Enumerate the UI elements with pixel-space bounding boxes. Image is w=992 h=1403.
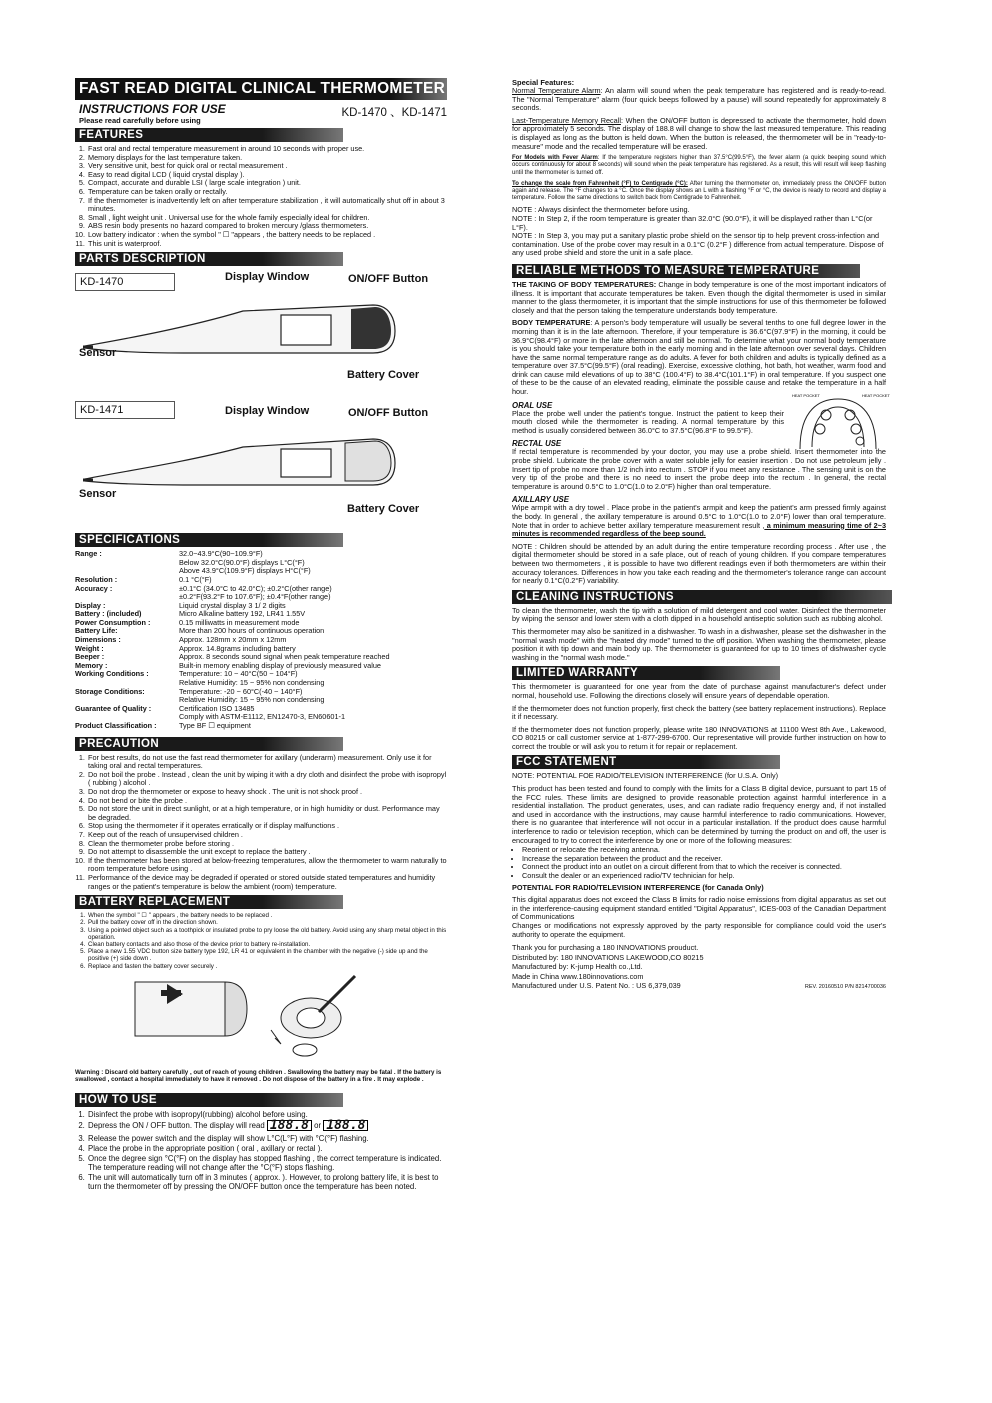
feature-item: 5. Compact, accurate and durable LSI ( large scale integration ) unit. [87, 179, 447, 188]
axillary-bold: a minimum measuring time of 2~3 minutes is recommended regardless of the beep sound. [512, 520, 886, 539]
how-to-step-2 [87, 1117, 447, 1133]
battery-step: 3. Using a pointed object such as a toothpick or insulated probe to pry loose the old battery. Avoid using any sharp metal object in this operation. [87, 927, 447, 941]
special-features-heading: Special Features: [512, 78, 575, 87]
reliable-heading: RELIABLE METHODS TO MEASURE TEMPERATURE [512, 264, 860, 278]
model-label-1470: KD-1470 [75, 273, 175, 291]
feature-item: 7. If the thermometer is inadvertently left on after temperature stabilization , it will automatically shut off in about 3 minutes. [87, 197, 447, 214]
warranty-heading: LIMITED WARRANTY [512, 666, 780, 680]
fcc-bullet-list [512, 846, 886, 880]
fcc-note: NOTE: POTENTIAL FOE RADIO/TELEVISION INTERFERENCE (for U.S.A. Only) [512, 771, 779, 781]
spec-value: Comply with ASTM-E1112, EN12470-3, EN60601-1 [179, 712, 346, 722]
spec-value: Above 43.9°C(109.9°F) displays H°C(°F) [179, 566, 311, 576]
oral-section [512, 392, 890, 436]
precaution-item: 3. Do not drop the thermometer or expose to heavy shock . The unit is not shock proof . [87, 788, 447, 797]
battery-step: 6. Replace and fasten the battery cover securely . [87, 963, 447, 970]
read-carefully-note: Please read carefully before using [79, 116, 201, 125]
how-to-step: 6. The unit will automatically turn off in 3 minutes ( approx. ). However, to prolong battery life, it is best to turn the thermometer off by pressing the ON/OFF button once the temperature has been noted. [87, 1173, 447, 1192]
precaution-item: 6. Stop using the thermometer if it operates erratically or if display malfunctions . [87, 822, 447, 831]
how-to-step-2-text: Depress the ON / OFF button. The display will read [88, 1120, 265, 1130]
spec-value: Approx. 14.8grams including battery [179, 643, 296, 653]
parts-heading: PARTS DESCRIPTION [75, 252, 343, 266]
spec-key: Power Consumption : [75, 617, 151, 627]
how-to-step-1: 1. Disinfect the probe with isopropyl(rubbing) alcohol before using. [87, 1110, 447, 1120]
spec-key: Battery : (included) [75, 609, 142, 619]
cleaning-heading: CLEANING INSTRUCTIONS [512, 590, 892, 604]
thermometer-kd1470-illustration [83, 291, 398, 361]
spec-value: ±0.2°F(93.2°F to 107.6°F); ±0.4°F(other range) [179, 592, 331, 602]
feature-item: 2. Memory displays for the last temperature taken. [87, 154, 447, 163]
special-notes [512, 206, 886, 258]
fcc-bullet: • Connect the product into an outlet on a circuit different from that to which the receiver is connected. [522, 863, 886, 872]
battery-warning: Warning : Discard old battery carefully , out of reach of young children . Swallowing the battery may be fatal . If the battery is swallowed , contact a hospital immediately to have it removed . Do not dispose of the battery in a fire . It may explode . [75, 1068, 442, 1083]
warranty-p3: If the thermometer does not function properly, please write 180 INNOVATIONS at 11100 West 8th Ave., Lakewood, CO 80215 or call customer service at 1-877-299-6700. Our representative will provide further instruction on how to correct the trouble or will ask you to return it for repair or replacement. [512, 724, 886, 751]
spec-key: Display : [75, 600, 106, 610]
spec-key: Dimensions : [75, 635, 121, 645]
spec-value: 0.15 milliwatts in measurement mode [179, 617, 300, 627]
normal-temp-alarm [512, 87, 886, 113]
precaution-item: 5. Do not store the unit in direct sunlight, or at a high temperature, or in high humidity or dust. Performance may be degraded. [87, 805, 447, 822]
patent-row [512, 981, 886, 991]
fcc-heading: FCC STATEMENT [512, 755, 780, 769]
spec-value: Approx. 8 seconds sound signal when peak temperature reached [179, 652, 390, 662]
special-note: NOTE : In Step 3, you may put a sanitary plastic probe shield on the sensor tip to help prevent cross-infection and contamination. Use of the probe cover may result in a 0.1°C (0.2°F ) difference from actual temperature. Dispose of any used probe shield and store the unit in a safe place. [512, 231, 884, 258]
precaution-item: 4. Do not bend or bite the probe . [87, 797, 447, 806]
document-title: FAST READ DIGITAL CLINICAL THERMOMETER [75, 78, 447, 100]
made-in-line: Made in China www.180innovations.com [512, 971, 644, 981]
spec-value: Temperature: 10 ~ 40°C(50 ~ 104°F) [179, 669, 298, 679]
changes-text: Changes or modifications not expressly approved by the party responsible for compliance could void the user's authority to operate the equipment. [512, 920, 886, 939]
battery-replacement-illustration [75, 970, 447, 1062]
memory-text: : When the ON/OFF button is depressed to activate the thermometer, hold down for approximately 5 seconds. The display of 188.8 will change to show the last measured temperature. This reading is displayed as long as the button is held down. When the button is released, the thermometer will be in "ready-to-measure" mode and the recalled temperature will be erased. [512, 115, 886, 151]
precaution-heading: PRECAUTION [75, 737, 343, 751]
axillary-title: AXILLARY USE [512, 495, 569, 505]
body-temperature [512, 319, 886, 396]
feature-item: 8. Small , light weight unit . Universal use for the whole family especially ideal for children. [87, 214, 447, 223]
battery-heading: BATTERY REPLACEMENT [75, 895, 343, 909]
how-to-use-heading: HOW TO USE [75, 1093, 343, 1107]
sensor-label-2: Sensor [79, 488, 117, 501]
axillary-section [512, 504, 886, 538]
instructions-heading: INSTRUCTIONS FOR USE [79, 102, 226, 116]
feature-item: 10. Low battery indicator : when the symbol " ☐ "appears , the battery needs to be replaced . [87, 231, 447, 240]
battery-steps [75, 912, 447, 970]
spec-row [75, 567, 447, 576]
scale-text: After turning the thermometer on, immediately press the ON/OFF button again and release. The °F changes to a °C. Once the display shows an L with a flashing °F or °C, the device is ready to record and display a temperature. Follow the same directions to switch back from Centigrade to Fahrenheit. [512, 180, 886, 202]
canada-title: POTENTIAL FOR RADIO/TELEVISION INTERFERENCE (for Canada Only) [512, 882, 764, 892]
battery-step: 2. Pull the battery cover off in the direction shown. [87, 919, 447, 926]
axillary-text: Wipe armpit with a dry towel . Place probe in the patient's armpit and keep the patient's arm pressed firmly against the body. In general , the axillary temperature is around 0.5°C to 1.0°C(1.0 to 2.0°F) lower than oral temperature. Note that in order to achieve better axillary temperature measurement result , [512, 503, 886, 530]
rectal-text: If rectal temperature is recommended by your doctor, you may use a probe shield. Insert thermometer into the probe shield. Lubricate the probe cover with a water soluble jelly for easier insertion . Do not use petroleum jelly . Insert tip of probe no more than 1/2 inch into rectum . STOP if you meet any resistance . The sensing unit is on the very tip of the probe and there is no need to insert the probe deep into the rectum . In general, the rectal temperature is around 0.5°C to 1.0°C(1.0 to 2.0°F) higher than oral temperature. [512, 447, 886, 491]
model-label-1471: KD-1471 [75, 401, 175, 419]
spec-value: Type BF ☐ equipment [179, 721, 251, 730]
precaution-list [75, 754, 447, 892]
feature-item: 3. Very sensitive unit, best for quick oral or rectal measurement . [87, 162, 447, 171]
thermometer-kd1471-illustration [83, 423, 398, 493]
specs-heading: SPECIFICATIONS [75, 533, 343, 547]
spec-key: Range : [75, 549, 102, 559]
or-text: or [314, 1120, 322, 1130]
spec-key [75, 559, 179, 568]
battery-cover-label-2: Battery Cover [347, 503, 420, 516]
battery-step: 4. Clean battery contacts and also those of the device prior to battery re-installation. [87, 941, 447, 948]
precaution-item: 2. Do not boil the probe . Instead , clean the unit by wiping it with a dry cloth and disinfect the probe with isopropyl ( rubbing ) alcohol . [87, 771, 447, 788]
cleaning-p2: This thermometer may also be sanitized in a dishwasher. To wash in a dishwasher, please set the dishwasher in the "normal wash mode" with the "heated dry mode" turned to the off position. When washing the thermometer, please position it with tip down and main body up. The thermometer is guaranteed for up to 10 times of dishwasher cycle washing in the "normal wash mode." [512, 626, 886, 662]
spec-value: Relative Humidity: 15 ~ 95% non condensing [179, 695, 325, 705]
oral-title: ORAL USE [512, 400, 553, 410]
taking-title: THE TAKING OF BODY TEMPERATURES: [512, 279, 657, 289]
warranty-p2: If the thermometer does not function properly, first check the battery (see battery replacement instructions). Replace it if necessary. [512, 703, 886, 722]
how-to-step: 5. Once the degree sign °C(°F) on the display has stopped flashing , the correct temperature is indicated. The temperature reading will not change after the °C(°F) stops flashing. [87, 1154, 447, 1173]
spec-value: Liquid crystal display 3 1/ 2 digits [179, 600, 286, 610]
heat-pocket-label-left: HEAT POCKET [792, 392, 820, 398]
memory-recall [512, 117, 886, 151]
spec-row [75, 722, 447, 731]
thanks-line: Thank you for purchasing a 180 INNOVATIONS prouduct. [512, 943, 699, 953]
features-heading: FEATURES [75, 128, 343, 142]
spec-key: Storage Conditions: [75, 686, 145, 696]
feature-item: 1. Fast oral and rectal temperature measurement in around 10 seconds with proper use. [87, 145, 447, 154]
special-note: NOTE : In Step 2, if the room temperature is greater than 32.0°C (90.0°F), it will be displayed rather than L°C(or L°F). [512, 213, 873, 232]
spec-key: Weight : [75, 643, 104, 653]
precaution-item: 8. Clean the thermometer probe before storing . [87, 840, 447, 849]
on-off-label: ON/OFF Button [348, 273, 429, 286]
fever-title: For Models with Fever Alarm [512, 155, 598, 162]
warranty-p1: This thermometer is guaranteed for one year from the date of purchase against manufacturer's defect under normal, household use. Following the directions closely will ensure years of dependable operation. [512, 682, 886, 700]
alarm-title: Normal Temperature Alarm [512, 86, 601, 95]
mouth-heat-pocket-diagram [790, 389, 890, 455]
how-to-step: 3. Release the power switch and the display will show L°C(L°F) with °C(°F) flashing. [87, 1134, 447, 1144]
precaution-item: 10. If the thermometer has been stored at below-freezing temperatures, allow the thermometer to warm naturally to room temperature before using . [87, 857, 447, 874]
spec-key: Product Classification : [75, 721, 157, 730]
spec-value: Approx. 128mm x 20mm x 12mm [179, 635, 287, 645]
precaution-item: 7. Keep out of the reach of unsupervised children . [87, 831, 447, 840]
parts-diagram [75, 269, 447, 525]
manufactured-line: Manufactured by: K-jump Health co.,Ltd. [512, 962, 643, 972]
spec-key: Beeper : [75, 652, 105, 662]
revision-code: REV. 20160510 P/N 8214700036 [804, 984, 886, 991]
oral-text: Place the probe well under the patient's tongue. Instruct the patient to keep their mouth closed while the thermometer is reading. A normal temperature by this method is usually considered between 36.0°C to 37.5°C(96.8°F to 99.5°F). [512, 408, 784, 435]
feature-item: 6. Temperature can be taken orally or rectally. [87, 188, 447, 197]
patent-line: Manufactured under U.S. Patent No. : US 6,379,039 [512, 981, 681, 991]
spec-value: Below 32.0°C(90.0°F) displays L°C(°F) [179, 557, 305, 567]
spec-value: Relative Humidity: 15 ~ 95% non condensing [179, 678, 325, 688]
alarm-text: : An alarm will sound when the peak temperature has registered and is ready-to-read. The "Normal Temperature" alarm (four quick beeps followed by a pause) will sound repeatedly for approximately 8 seconds. [512, 86, 886, 113]
battery-cover-label: Battery Cover [347, 369, 420, 382]
sensor-label: Sensor [79, 347, 117, 360]
scale-change [512, 181, 886, 203]
distributed-line: Distributed by: 180 INNOVATIONS LAKEWOOD,CO 80215 [512, 952, 704, 962]
taking-text: Change in body temperature is one of the most important indicators of illness. It is important that accurate temperatures be taken. Even though the digital thermometer is used in similar manner to the glass thermometer, it is important that the simple instructions for use of this thermometer be followed closely and that the person taking the temperature understands body temperature. [512, 279, 886, 315]
fcc-bullet: • Consult the dealer or an experienced radio/TV technician for help. [522, 872, 886, 881]
spec-value: ±0.1°C (34.0°C to 42.0°C); ±0.2°C(other range) [179, 583, 332, 593]
body-temp-title: BODY TEMPERATURE [512, 318, 591, 328]
spec-key: Resolution : [75, 574, 118, 584]
spec-value: Temperature: -20 ~ 60°C(-40 ~ 140°F) [179, 686, 303, 696]
left-column [75, 78, 447, 1192]
how-to-step: 4. Place the probe in the appropriate position ( oral , axillary or rectal ). [87, 1144, 447, 1154]
how-to-use-steps [75, 1110, 447, 1131]
spec-value: Certification ISO 13485 [179, 703, 255, 713]
feature-item: 11. This unit is waterproof. [87, 240, 447, 249]
children-note: NOTE : Children should be attended by an adult during the entire temperature recording process . After use , the digital thermometer should be stored in a safe place, out of reach of young children. If you compare temperatures between two thermometers , it is possible to have two different readings even if both thermometers are within their accuracy tolerances. Differences in how you take each reading and the thermometer's tolerance range can account for nearly 0.1°C(0.2°F) variability. [512, 541, 886, 586]
how-to-use-steps-cont [75, 1134, 447, 1192]
feature-item: 9. ABS resin body presents no hazard compared to broken mercury /glass thermometers. [87, 222, 447, 231]
canada-text: This digital apparatus does not exceed the Class B limits for radio noise emissions from digital apparatus as set out in the interference-causing equipment standard entitled "Digital Apparatus", ICES-003 of the Canadian Department of Communications [512, 895, 886, 922]
subtitle-row [75, 100, 447, 124]
spec-key: Working Conditions : [75, 669, 149, 679]
battery-step: 1. When the symbol " ☐ " appears , the battery needs to be replaced . [87, 912, 447, 919]
specs-table [75, 550, 447, 730]
fcc-bullet: • Increase the separation between the product and the receiver. [522, 855, 886, 864]
features-list [75, 145, 447, 248]
on-off-label-2: ON/OFF Button [348, 407, 429, 420]
scale-title: To change the scale from Fahrenheit (°F) to Centigrade (°C): [512, 180, 688, 187]
special-note: NOTE : Always disinfect the thermometer before using. [512, 205, 690, 215]
lcd-display-2: 188.8 [323, 1120, 368, 1132]
feature-item: 4. Easy to read digital LCD ( liquid crystal display ). [87, 171, 447, 180]
precaution-item: 1. For best results, do not use the fast read thermometer for axillary (underarm) measurement. Only use it for taking oral and rectal temperatures. [87, 754, 447, 771]
fcc-p1: This product has been tested and found to comply with the limits for a Class B digital device, pursuant to part 15 of the FCC rules. These limits are designed to provide reasonable protection against harmful interference in a residential installation. The product generates, uses, and can radiate radio frequency energy and, if not installed and used in accordance with the instructions, may cause harmful interference to radio communications. However, there is no guarantee that interference will not occur in a particular installation. If the product does cause harmful interference to radio or television reception, which can be determined by turning the product on and off, the user is encouraged to try to correct the interference by one or more of the following measures: [512, 784, 886, 845]
spec-key: Battery Life: [75, 626, 118, 636]
model-numbers: KD-1470 、KD-1471 [341, 107, 447, 119]
spec-key: Memory : [75, 660, 108, 670]
spec-key: Guarantee of Quality : [75, 703, 152, 713]
precaution-item: 11. Performance of the device may be degraded if operated or stored outside stated temperatures and humidity ranges or the patient's temperature is below the ambient (room) temperature. [87, 874, 447, 891]
right-column [512, 78, 890, 991]
precaution-item: 9. Do not attempt to disassemble the unit except to replace the battery . [87, 848, 447, 857]
spec-value: Built-in memory enabling display of previously measured value [179, 660, 381, 670]
spec-value: 32.0~43.9°C(90~109.9°F) [179, 549, 263, 559]
taking-body-temp [512, 281, 886, 315]
memory-title: Last-Temperature Memory Recall [512, 115, 621, 125]
spec-key: Accuracy : [75, 583, 113, 593]
spec-value: 0.1 °C(°F) [179, 574, 212, 584]
fcc-bullet: • Reorient or relocate the receiving antenna. [522, 846, 886, 855]
rectal-title: RECTAL USE [512, 439, 562, 449]
fever-alarm [512, 155, 886, 177]
display-window-label-2: Display Window [225, 405, 310, 418]
body-temp-text: : A person's body temperature will usually be several tenths to one full degree lower in the morning than it is in the late afternoon. Therefore, if your temperature is 36.6°C(97.9°F) in the morning, it could be 36.9°C(98.4°F) or more in the late afternoon and still be normal. To determine what your normal body temperature is you should take your temperature both in the early morning and in the late afternoon over several days. Children have the same normal temperature range as do adults. A fever for both children and adults is typically defined as a temperature over 37.5°C(99.5°F) (oral reading). Exercise, excessive clothing, hot bath, hot weather, warm food and drink can cause mild elevations of up to 38°C (100.4°F) to 38.4°C(101.1°F) in oral temperature. If you suspect one of these to be the cause of an elevated reading, eliminate the possible cause and retake the temperature in a half hour. [512, 318, 886, 397]
fever-text: : If the temperature registers higher than 37.5°C(99.5°F), the fever alarm (a quick beeping sound which occurs continuously for about 8 seconds) will sound when the peak temperature has registered. As a result, this will result will keep flashing until the thermometer is turned off. [512, 155, 886, 176]
heat-pocket-label-right: HEAT POCKET [862, 392, 890, 398]
spec-value: More than 200 hours of continuous operation [179, 626, 325, 636]
lcd-display-1: 188.8 [267, 1120, 312, 1132]
battery-step: 5. Place a new 1.55 VDC button size battery type 192, LR 41 or equivalent in the chamber with the negative (-) side up and the positive (+) side down . [87, 948, 447, 962]
display-window-label: Display Window [225, 271, 310, 284]
cleaning-p1: To clean the thermometer, wash the tip with a solution of mild detergent and cool water. Disinfect the thermometer by wiping the sensor and lower stem with a cloth dipped in a household antiseptic solution such as rubbing alcohol. [512, 605, 886, 624]
spec-value: Micro Alkaline battery 192, LR41 1.55V [179, 609, 306, 619]
